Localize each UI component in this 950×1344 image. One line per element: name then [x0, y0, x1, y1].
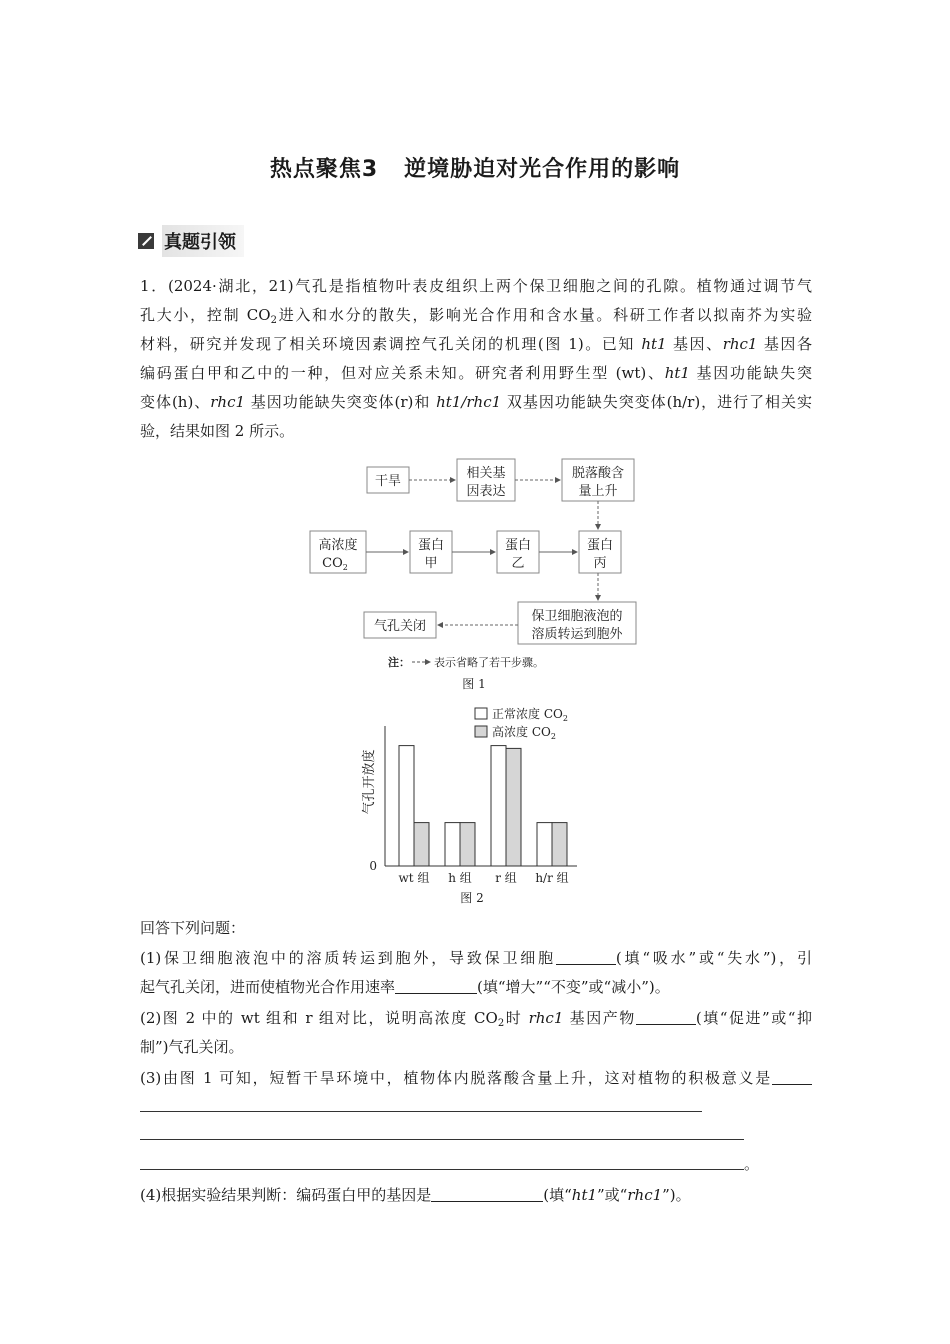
q1-blank-1[interactable] [556, 948, 616, 965]
figure1-note-text: 表示省略了若干步骤。 [434, 656, 544, 669]
page-title [0, 152, 950, 183]
x-tick-label: h/r 组 [535, 871, 569, 885]
q4-line: (4)根据实验结果判断：编码蛋白甲的基因是 (填“ht1”或“rhc1”)。 [140, 1186, 691, 1204]
intro-line: 1．(2024·湖北，21)气孔是指植物叶表皮组织上两个保卫细胞之间的孔隙。植物通过调节气 [140, 277, 812, 295]
section-header [138, 226, 244, 256]
node-pc-label-2: 丙 [593, 556, 607, 571]
bar [537, 823, 552, 866]
y-axis-label: 气孔开放度 [362, 749, 377, 815]
q2-blank[interactable] [636, 1008, 696, 1025]
q4-blank[interactable] [431, 1185, 543, 1202]
bar [399, 746, 414, 866]
question-intro [140, 272, 812, 446]
node-co2-sub: 2 [342, 563, 348, 572]
node-pa-label-1: 蛋白 [417, 538, 445, 553]
node-gene-label-1: 相关基 [466, 466, 506, 481]
q3-end-mark: 。 [744, 1155, 760, 1173]
q2-line-2: 制”)气孔关闭。 [140, 1038, 244, 1056]
bar [460, 823, 475, 866]
intro-line: 变体(h)、rhc1 基因功能缺失突变体(r)和 ht1/rhc1 双基因功能缺失突变体(h/r)，进行了相关实 [140, 393, 813, 411]
title-prefix: 热点聚焦3 [269, 157, 379, 182]
x-tick-label: h 组 [448, 871, 472, 885]
section-label: 真题引领 [162, 225, 244, 257]
node-gc-label-2: 溶质转运到胞外 [531, 627, 623, 642]
bar [414, 823, 429, 866]
figure-2-bar-chart [355, 700, 605, 910]
bar [506, 748, 521, 866]
q2-line-1: (2)图 2 中的 wt 组和 r 组对比，说明高浓度 $CO_2$时 rhc1 基因产物 (填“促进”或“抑 [140, 1009, 813, 1029]
legend-label: 高浓度 $CO_2$ [492, 725, 556, 741]
intro-line: 孔大小，控制 $CO_2$进入和水分的散失，影响光合作用和含水量。科研工作者以拟南芥为实验 [140, 306, 812, 326]
node-stomata-label: 气孔关闭 [373, 619, 427, 634]
bar [552, 823, 567, 866]
figure2-caption: 图 2 [460, 891, 484, 905]
node-gene-label-2: 因表达 [466, 484, 506, 499]
bar [491, 746, 506, 866]
q1-blank-2[interactable] [395, 977, 477, 994]
node-aba-label-1: 脱落酸含 [571, 466, 625, 481]
intro-line: 材料，研究并发现了相关环境因素调控气孔关闭的机理(图 1)。已知 ht1 基因、rhc1 基因各 [140, 335, 812, 353]
questions-prompt: 回答下列问题： [140, 919, 246, 937]
node-pc-label-1: 蛋白 [586, 538, 614, 553]
pencil-icon [138, 233, 154, 249]
q3-line-1: (3)由图 1 可知，短暂干旱环境中，植物体内脱落酸含量上升，这对植物的积极意义是 [140, 1064, 812, 1093]
legend-swatch [475, 708, 487, 719]
q1-line-2: 起气孔关闭，进而使植物光合作用速率 (填“增大”“不变”或“减小”)。 [140, 978, 670, 996]
bar [445, 823, 460, 866]
node-drought-label: 干旱 [374, 474, 402, 489]
node-gc-label-1: 保卫细胞液泡的 [531, 609, 623, 624]
node-pa-label-2: 甲 [424, 556, 438, 571]
figure1-note-prefix: 注： [388, 656, 410, 669]
intro-line: 验，结果如图 2 所示。 [140, 422, 295, 440]
node-pb-label-1: 蛋白 [504, 538, 532, 553]
legend-label: 正常浓度 $CO_2$ [492, 707, 568, 723]
x-tick-label: wt 组 [398, 871, 430, 885]
questions-block [140, 914, 812, 1093]
q3-answer-line-3[interactable] [140, 1168, 744, 1170]
q1-line-1: (1)保卫细胞液泡中的溶质转运到胞外，导致保卫细胞 (填“吸水”或“失水”)，引 [140, 949, 812, 967]
figure1-caption: 图 1 [462, 677, 486, 691]
q3-answer-line-2[interactable] [140, 1138, 744, 1140]
figure-1-diagram [300, 455, 660, 695]
node-aba-label-2: 量上升 [578, 484, 618, 499]
intro-line: 编码蛋白甲和乙中的一种，但对应关系未知。研究者利用野生型 (wt)、ht1 基因功能缺失突 [140, 364, 812, 382]
q3-blank-start[interactable] [772, 1068, 812, 1085]
node-pb-label-2: 乙 [511, 556, 525, 571]
node-co2-text: CO [322, 556, 343, 571]
node-co2-label-1: 高浓度 [318, 538, 358, 553]
q3-answer-line-1[interactable] [140, 1110, 702, 1112]
title-main: 逆境胁迫对光合作用的影响 [404, 157, 681, 182]
x-tick-label: r 组 [495, 871, 517, 885]
legend-swatch [475, 726, 487, 737]
y-tick-label: 0 [369, 859, 377, 873]
